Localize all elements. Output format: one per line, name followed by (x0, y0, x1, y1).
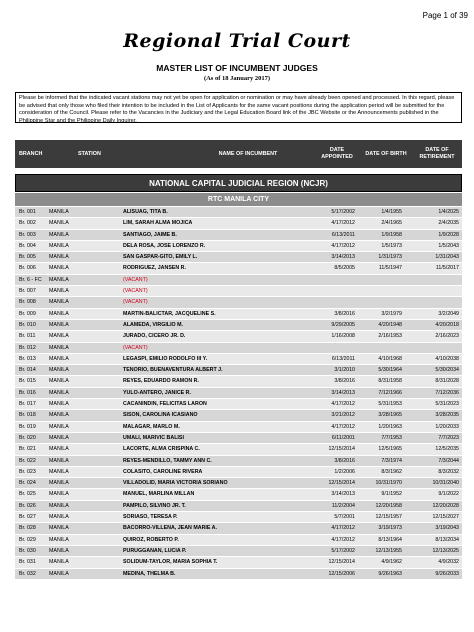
station-cell: MANILA (49, 412, 69, 419)
incumbent-cell: (VACANT) (123, 299, 148, 306)
table-row (15, 399, 462, 410)
branch-cell: Br. 022 (19, 457, 36, 464)
table-row (15, 557, 462, 568)
incumbent-cell: RODRIGUEZ, JANSEN R. (123, 265, 186, 272)
date-of-retirement-cell: 1/4/2025 (438, 209, 459, 215)
table-row (15, 286, 462, 297)
incumbent-cell: SAN GASPAR-GITO, EMILY L. (123, 254, 198, 261)
incumbent-cell: MANUEL, MARLINA MILLAN (123, 491, 195, 498)
date-of-retirement-cell: 9/1/2022 (438, 491, 459, 498)
table-row (15, 331, 462, 342)
station-cell: MANILA (49, 276, 69, 283)
station-cell: MANILA (49, 502, 69, 509)
station-cell: MANILA (49, 434, 69, 441)
station-cell: MANILA (49, 367, 69, 374)
table-header (15, 140, 462, 168)
date-of-retirement-cell: 12/5/2035 (435, 446, 459, 453)
judges-table-body (15, 207, 462, 580)
date-of-birth-cell: 1/9/1958 (381, 231, 402, 238)
incumbent-cell: SOLIDUM-TAYLOR, MARIA SOPHIA T. (123, 559, 218, 566)
date-of-retirement-cell: 12/13/2025 (432, 547, 459, 554)
branch-cell: Br. 025 (19, 491, 36, 498)
notice-box: Please be informed that the indicated vacant stations may not yet be open for application or nomination or may have already been opened and processed. In this regard, please be advised that only those who filed their intention to be included in the List of Applicants for the same vacant positions during the application period will be submitted for the consideration of the Council. Please refer to the Vacancies in the Judiciary and the Legal Education Board link of the JBC Website or the Announcements published in the Philippine Star and the Philippine Daily Inquirer. (15, 92, 462, 123)
date-appointed-cell: 4/17/2012 (331, 525, 355, 532)
date-appointed-cell: 3/14/2013 (331, 491, 355, 498)
date-of-birth-cell: 5/31/1953 (378, 401, 402, 408)
date-of-retirement-cell: 8/13/2034 (435, 536, 459, 543)
table-row (15, 207, 462, 218)
branch-cell: Br. 009 (19, 310, 36, 317)
date-of-birth-cell: 1/31/1973 (378, 254, 402, 261)
incumbent-cell: UMALI, MARIVIC BALISI (123, 434, 184, 441)
date-appointed-cell: 6/13/2011 (331, 231, 355, 238)
table-row (15, 501, 462, 512)
table-row (15, 569, 462, 580)
branch-cell: Br. 024 (19, 480, 36, 487)
incumbent-cell: (VACANT) (123, 344, 148, 351)
table-row (15, 478, 462, 489)
date-of-retirement-cell: 1/31/2043 (435, 254, 459, 261)
incumbent-cell: MARTIN-BALICTAR, JACQUELINE S. (123, 310, 216, 317)
station-cell: MANILA (49, 547, 69, 554)
branch-cell: Br. 012 (19, 344, 36, 351)
table-row (15, 422, 462, 433)
branch-cell: Br. 014 (19, 367, 36, 374)
table-row (15, 388, 462, 399)
date-appointed-cell: 6/13/2011 (331, 355, 355, 362)
station-cell: MANILA (49, 514, 69, 521)
header-branch: BRANCH (19, 150, 43, 157)
branch-cell: Br. 017 (19, 401, 36, 408)
date-of-birth-cell: 12/15/1957 (375, 514, 402, 521)
station-cell: MANILA (49, 310, 69, 317)
station-cell: MANILA (49, 265, 69, 272)
date-of-birth-cell: 10/31/1970 (375, 480, 402, 487)
date-of-retirement-cell: 3/28/2035 (435, 412, 459, 419)
table-row (15, 241, 462, 252)
incumbent-cell: LEGASPI, EMILIO RODOLFO III Y. (123, 355, 208, 362)
branch-cell: Br. 008 (19, 299, 36, 306)
date-of-retirement-cell: 1/20/2033 (435, 423, 459, 430)
incumbent-cell: DELA ROSA, JOSE LORENZO R. (123, 242, 206, 249)
table-row (15, 444, 462, 455)
date-of-retirement-cell: 4/20/2018 (435, 321, 459, 328)
date-appointed-cell: 1/2/2006 (334, 468, 355, 475)
branch-cell: Br. 015 (19, 378, 36, 385)
station-cell: MANILA (49, 525, 69, 532)
date-of-birth-cell: 4/20/1948 (378, 321, 402, 328)
branch-cell: Br. 006 (19, 265, 36, 272)
branch-cell: Br. 021 (19, 446, 36, 453)
incumbent-cell: SORIASO, TERESA P. (123, 514, 178, 521)
branch-cell: Br. 002 (19, 220, 36, 227)
date-of-birth-cell: 7/12/1966 (378, 389, 402, 396)
date-of-birth-cell: 11/5/1947 (378, 265, 402, 272)
date-appointed-cell: 3/14/2013 (331, 389, 355, 396)
table-row (15, 309, 462, 320)
date-of-retirement-cell: 7/12/2036 (435, 389, 459, 396)
date-of-birth-cell: 5/30/1964 (378, 367, 402, 374)
incumbent-cell: JURADO, CICERO JR. D. (123, 333, 186, 340)
station-cell: MANILA (49, 570, 69, 577)
incumbent-cell: PAMPILO, SILVINO JR. T. (123, 502, 186, 509)
date-of-retirement-cell: 5/31/2023 (435, 401, 459, 408)
station-cell: MANILA (49, 333, 69, 340)
branch-cell: Br. 004 (19, 242, 36, 249)
table-row (15, 489, 462, 500)
date-appointed-cell: 12/15/2014 (328, 446, 355, 453)
date-appointed-cell: 11/2/2004 (331, 502, 355, 509)
date-of-birth-cell: 9/26/1963 (378, 570, 402, 577)
incumbent-cell: COLASITO, CAROLINE RIVERA (123, 468, 203, 475)
branch-cell: Br. 001 (19, 209, 36, 215)
header-incumbent: NAME OF INCUMBENT (218, 150, 278, 157)
branch-cell: Br. 028 (19, 525, 36, 532)
table-row (15, 297, 462, 308)
date-of-retirement-cell: 1/9/2028 (438, 231, 459, 238)
date-of-birth-cell: 3/2/1979 (381, 310, 402, 317)
table-row (15, 376, 462, 387)
date-appointed-cell: 5/7/2001 (334, 514, 355, 521)
incumbent-cell: SANTIAGO, JAIME B. (123, 231, 177, 238)
date-appointed-cell: 6/11/2001 (331, 434, 355, 441)
date-of-retirement-cell: 12/20/2028 (432, 502, 459, 509)
date-of-birth-cell: 4/10/1968 (378, 355, 402, 362)
date-of-birth-cell: 2/4/1965 (381, 220, 402, 227)
date-of-retirement-cell: 8/3/2032 (438, 468, 459, 475)
date-appointed-cell: 1/16/2008 (331, 333, 355, 340)
date-appointed-cell: 3/8/2016 (334, 457, 355, 464)
station-cell: MANILA (49, 299, 69, 306)
incumbent-cell: MEDINA, THELMA B. (123, 570, 176, 577)
table-row (15, 365, 462, 376)
header-date-of-retirement: DATE OF RETIREMENT (419, 147, 455, 160)
incumbent-cell: MALAGAR, MARLO M. (123, 423, 180, 430)
date-of-retirement-cell: 12/15/2027 (432, 514, 459, 521)
station-cell: MANILA (49, 209, 69, 215)
station-cell: MANILA (49, 401, 69, 408)
incumbent-cell: ALISUAG, TITA B. (123, 209, 168, 215)
table-row (15, 320, 462, 331)
date-of-birth-cell: 8/31/1958 (378, 378, 402, 385)
date-of-retirement-cell: 2/16/2023 (435, 333, 459, 340)
date-appointed-cell: 12/15/2014 (328, 559, 355, 566)
date-of-retirement-cell: 5/30/2034 (435, 367, 459, 374)
date-of-retirement-cell: 3/2/2049 (438, 310, 459, 317)
date-appointed-cell: 3/21/2012 (331, 412, 355, 419)
date-of-birth-cell: 1/4/1955 (381, 209, 402, 215)
date-appointed-cell: 4/17/2012 (331, 536, 355, 543)
date-of-birth-cell: 7/3/1974 (381, 457, 402, 464)
date-appointed-cell: 9/29/2005 (331, 321, 355, 328)
table-row (15, 252, 462, 263)
as-of-date: (As of 18 January 2017) (203, 75, 271, 82)
branch-cell: Br. 019 (19, 423, 36, 430)
branch-cell: Br. 010 (19, 321, 36, 328)
date-of-birth-cell: 8/3/1962 (381, 468, 402, 475)
date-of-birth-cell: 7/7/1953 (381, 434, 402, 441)
station-cell: MANILA (49, 288, 69, 295)
date-of-retirement-cell: 2/4/2035 (438, 220, 459, 227)
date-of-retirement-cell: 4/10/2038 (435, 355, 459, 362)
date-of-retirement-cell: 8/31/2028 (435, 378, 459, 385)
station-cell: MANILA (49, 344, 69, 351)
incumbent-cell: LACORTE, ALMA CRISPINA C. (123, 446, 200, 453)
date-appointed-cell: 3/8/2016 (334, 378, 355, 385)
branch-cell: Br. 018 (19, 412, 36, 419)
incumbent-cell: YULO-ANTERO, JANICE R. (123, 389, 191, 396)
date-of-birth-cell: 2/16/1953 (378, 333, 402, 340)
station-cell: MANILA (49, 480, 69, 487)
date-appointed-cell: 4/17/2012 (331, 242, 355, 249)
incumbent-cell: SISON, CAROLINA ICASIANO (123, 412, 198, 419)
branch-cell: Br. 026 (19, 502, 36, 509)
table-row (15, 354, 462, 365)
branch-cell: Br. 013 (19, 355, 36, 362)
table-row (15, 512, 462, 523)
branch-cell: Br. 031 (19, 559, 36, 566)
document-subtitle: MASTER LIST OF INCUMBENT JUDGES (156, 63, 318, 73)
incumbent-cell: LIM, SARAH ALMA MOJICA (123, 220, 193, 227)
date-of-retirement-cell: 10/31/2040 (432, 480, 459, 487)
date-appointed-cell: 12/15/2006 (328, 570, 355, 577)
station-cell: MANILA (49, 423, 69, 430)
table-row (15, 535, 462, 546)
date-appointed-cell: 4/17/2012 (331, 423, 355, 430)
incumbent-cell: TENORIO, BUENAVENTURA ALBERT J. (123, 367, 223, 374)
date-of-birth-cell: 12/13/1955 (375, 547, 402, 554)
station-cell: MANILA (49, 457, 69, 464)
branch-cell: Br. 011 (19, 333, 36, 340)
incumbent-cell: REYES, EDUARDO RAMON R. (123, 378, 199, 385)
incumbent-cell: (VACANT) (123, 276, 148, 283)
date-appointed-cell: 4/17/2012 (331, 220, 355, 227)
branch-cell: Br. 023 (19, 468, 36, 475)
station-cell: MANILA (49, 491, 69, 498)
station-cell: MANILA (49, 446, 69, 453)
date-of-retirement-cell: 7/3/2044 (438, 457, 459, 464)
date-of-birth-cell: 3/19/1973 (378, 525, 402, 532)
date-of-birth-cell: 1/20/1963 (378, 423, 402, 430)
date-of-retirement-cell: 1/5/2043 (438, 242, 459, 249)
date-of-retirement-cell: 3/19/2043 (435, 525, 459, 532)
incumbent-cell: REYES-MENDILLO, TAMMY ANN C. (123, 457, 212, 464)
table-row (15, 523, 462, 534)
date-appointed-cell: 5/17/2002 (331, 209, 355, 215)
date-of-birth-cell: 8/13/1964 (378, 536, 402, 543)
table-row (15, 263, 462, 274)
table-row (15, 433, 462, 444)
page-number: Page 1 of 39 (422, 11, 468, 20)
branch-cell: Br. 027 (19, 514, 36, 521)
station-cell: MANILA (49, 321, 69, 328)
date-of-retirement-cell: 7/7/2023 (438, 434, 459, 441)
date-of-birth-cell: 4/9/1962 (381, 559, 402, 566)
branch-cell: Br. 003 (19, 231, 36, 238)
branch-cell: Br. 6 - FC (19, 276, 42, 283)
branch-cell: Br. 005 (19, 254, 36, 261)
branch-cell: Br. 007 (19, 288, 36, 295)
station-cell: MANILA (49, 536, 69, 543)
date-of-birth-cell: 12/5/1965 (378, 446, 402, 453)
branch-cell: Br. 029 (19, 536, 36, 543)
date-of-retirement-cell: 11/5/2017 (435, 265, 459, 272)
date-appointed-cell: 8/5/2005 (334, 265, 355, 272)
date-of-retirement-cell: 9/26/2033 (435, 570, 459, 577)
station-cell: MANILA (49, 389, 69, 396)
incumbent-cell: CACANINDIN, FELICITAS LARON (123, 401, 207, 408)
branch-cell: Br. 020 (19, 434, 36, 441)
table-row (15, 467, 462, 478)
date-of-birth-cell: 12/20/1958 (375, 502, 402, 509)
incumbent-cell: QUIROZ, ROBERTO P. (123, 536, 179, 543)
table-row (15, 546, 462, 557)
date-appointed-cell: 5/17/2002 (331, 547, 355, 554)
city-heading: RTC MANILA CITY (15, 193, 462, 206)
table-row (15, 275, 462, 286)
date-of-birth-cell: 3/28/1965 (378, 412, 402, 419)
table-row (15, 230, 462, 241)
station-cell: MANILA (49, 254, 69, 261)
branch-cell: Br. 030 (19, 547, 36, 554)
station-cell: MANILA (49, 378, 69, 385)
branch-cell: Br. 016 (19, 389, 36, 396)
date-appointed-cell: 4/17/2012 (331, 401, 355, 408)
document-title: Regional Trial Court (123, 30, 351, 52)
table-row (15, 410, 462, 421)
date-appointed-cell: 3/8/2016 (334, 310, 355, 317)
table-row (15, 343, 462, 354)
branch-cell: Br. 032 (19, 570, 36, 577)
header-date-appointed: DATE APPOINTED (321, 147, 353, 160)
date-of-retirement-cell: 4/9/2032 (438, 559, 459, 566)
header-station: STATION (78, 150, 101, 157)
station-cell: MANILA (49, 468, 69, 475)
incumbent-cell: ALAMEDA, VIRGILIO M. (123, 321, 184, 328)
table-row (15, 218, 462, 229)
date-appointed-cell: 3/14/2013 (331, 254, 355, 261)
date-appointed-cell: 3/1/2010 (334, 367, 355, 374)
date-of-birth-cell: 9/1/1952 (381, 491, 402, 498)
header-date-of-birth: DATE OF BIRTH (365, 150, 407, 157)
incumbent-cell: (VACANT) (123, 288, 148, 295)
incumbent-cell: PURUGGANAN, LUCIA P. (123, 547, 187, 554)
date-appointed-cell: 12/15/2014 (328, 480, 355, 487)
station-cell: MANILA (49, 231, 69, 238)
incumbent-cell: BACORRO-VILLENA, JEAN MARIE A. (123, 525, 217, 532)
station-cell: MANILA (49, 355, 69, 362)
incumbent-cell: VILLADOLID, MARIA VICTORIA SORIANO (123, 480, 228, 487)
date-of-birth-cell: 1/5/1973 (381, 242, 402, 249)
station-cell: MANILA (49, 242, 69, 249)
station-cell: MANILA (49, 220, 69, 227)
station-cell: MANILA (49, 559, 69, 566)
region-heading: NATIONAL CAPITAL JUDICIAL REGION (NCJR) (15, 174, 462, 192)
table-row (15, 456, 462, 467)
